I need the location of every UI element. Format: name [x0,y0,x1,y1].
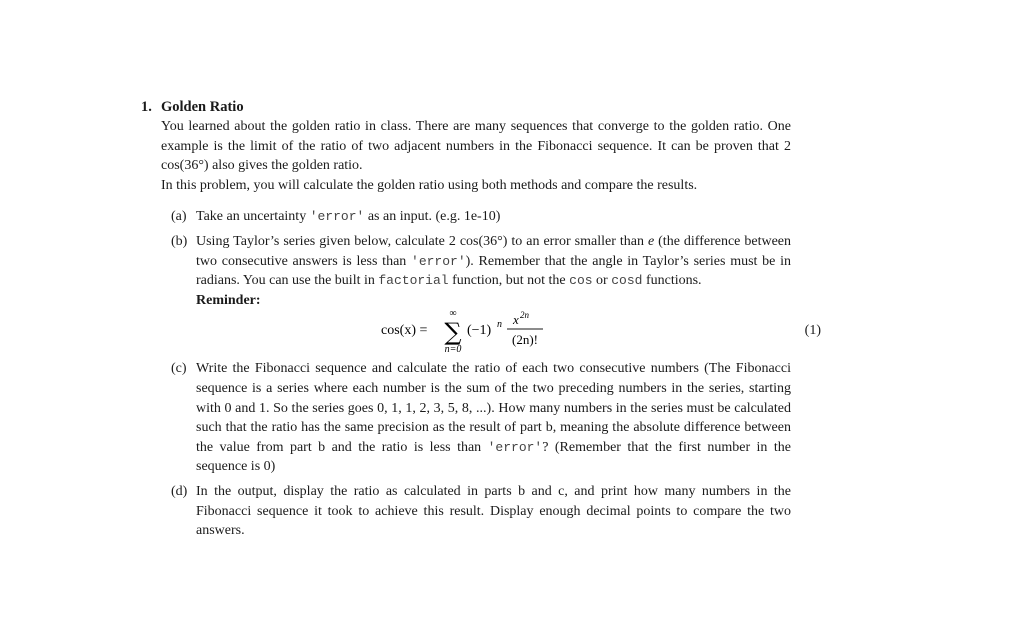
code-error: 'error' [411,253,466,269]
part-d [161,482,791,541]
code-cos: cos [569,273,593,289]
part-text: to an error smaller than [507,233,648,249]
part-label: (a) [171,209,187,225]
part-text: ). Remember that the angle in Taylor’s series must be in radians. You can use the built in [196,253,791,289]
part-text: (the difference between two consecutive answers is less than [196,233,791,269]
eq-numerator: x [513,312,519,328]
part-text: ? (Remember that the first number in the sequence is 0) [196,439,791,475]
part-label: (c) [171,361,187,377]
eq-numerator-exponent: 2n [520,310,529,321]
eq-sum-symbol: ∑ [444,318,462,347]
problem-document [141,97,821,546]
part-text: or [592,273,612,289]
eq-lhs: cos(x) = [381,323,428,339]
code-cosd: cosd [611,273,643,289]
reminder-label: Reminder: [196,292,261,308]
intro-text: You learned about the golden ratio in class. There are many sequences that converge to the golden ratio. One example is the limit of the ratio of two adjacent numbers in the Fibonacci sequence. It can be proven that [161,119,791,154]
taylor-equation [196,308,821,355]
part-text: Write the Fibonacci sequence and calculate the ratio of each two consecutive numbers (The Fibonacci sequence is a series where each number is the sum of the two preceding numbers in the series, starting with 0 and 1. So the series goes 0, 1, 1, 2, 3, 5, 8, ...). How many numbers in the series must be calculated such that the ratio has the same precision as the result of part b, meaning the absolute difference between the value from part b and the ratio is less than [196,361,791,455]
eq-sum-lower: n=0 [444,344,462,355]
part-b [161,232,821,355]
intro-math: 2 cos(36°) [161,138,791,174]
eq-term-exponent: n [497,319,502,331]
part-label: (b) [171,233,188,249]
code-error: 'error' [309,209,365,225]
intro-text-end: also gives the golden ratio. [208,158,363,174]
eq-sum-upper: ∞ [449,308,457,320]
eq-term: (−1) [467,323,492,339]
equation-graphic [381,308,571,354]
part-text: Take an uncertainty [196,209,310,225]
code-factorial: factorial [378,273,449,289]
part-a [161,207,791,227]
code-error: 'error' [487,439,543,455]
parts-list [161,207,821,540]
intro-paragraph-1 [161,117,791,176]
part-text: functions. [642,273,702,289]
intro-paragraph-2: In this problem, you will calculate the golden ratio using both methods and compare the results. [161,177,698,193]
equation-number: (1) [804,323,821,339]
part-c [161,359,791,477]
question-heading [141,97,791,117]
inline-math: 2 cos(36°) [448,233,508,249]
inline-math-e: e [647,233,655,249]
part-text: as an input. (e.g. 1e-10) [364,209,501,225]
part-text: In the output, display the ratio as calculated in parts b and c, and print how many numbers in the Fibonacci sequence it took to achieve this result. Display enough decimal points to compare the two answers. [196,483,791,539]
part-text: function, but not the [448,273,570,289]
part-text: Using Taylor’s series given below, calculate [196,233,449,249]
eq-denominator: (2n)! [512,332,538,348]
part-label: (d) [171,483,188,499]
question-intro [161,117,791,195]
question-number: 1. [141,99,152,115]
question-title: Golden Ratio [161,99,244,115]
